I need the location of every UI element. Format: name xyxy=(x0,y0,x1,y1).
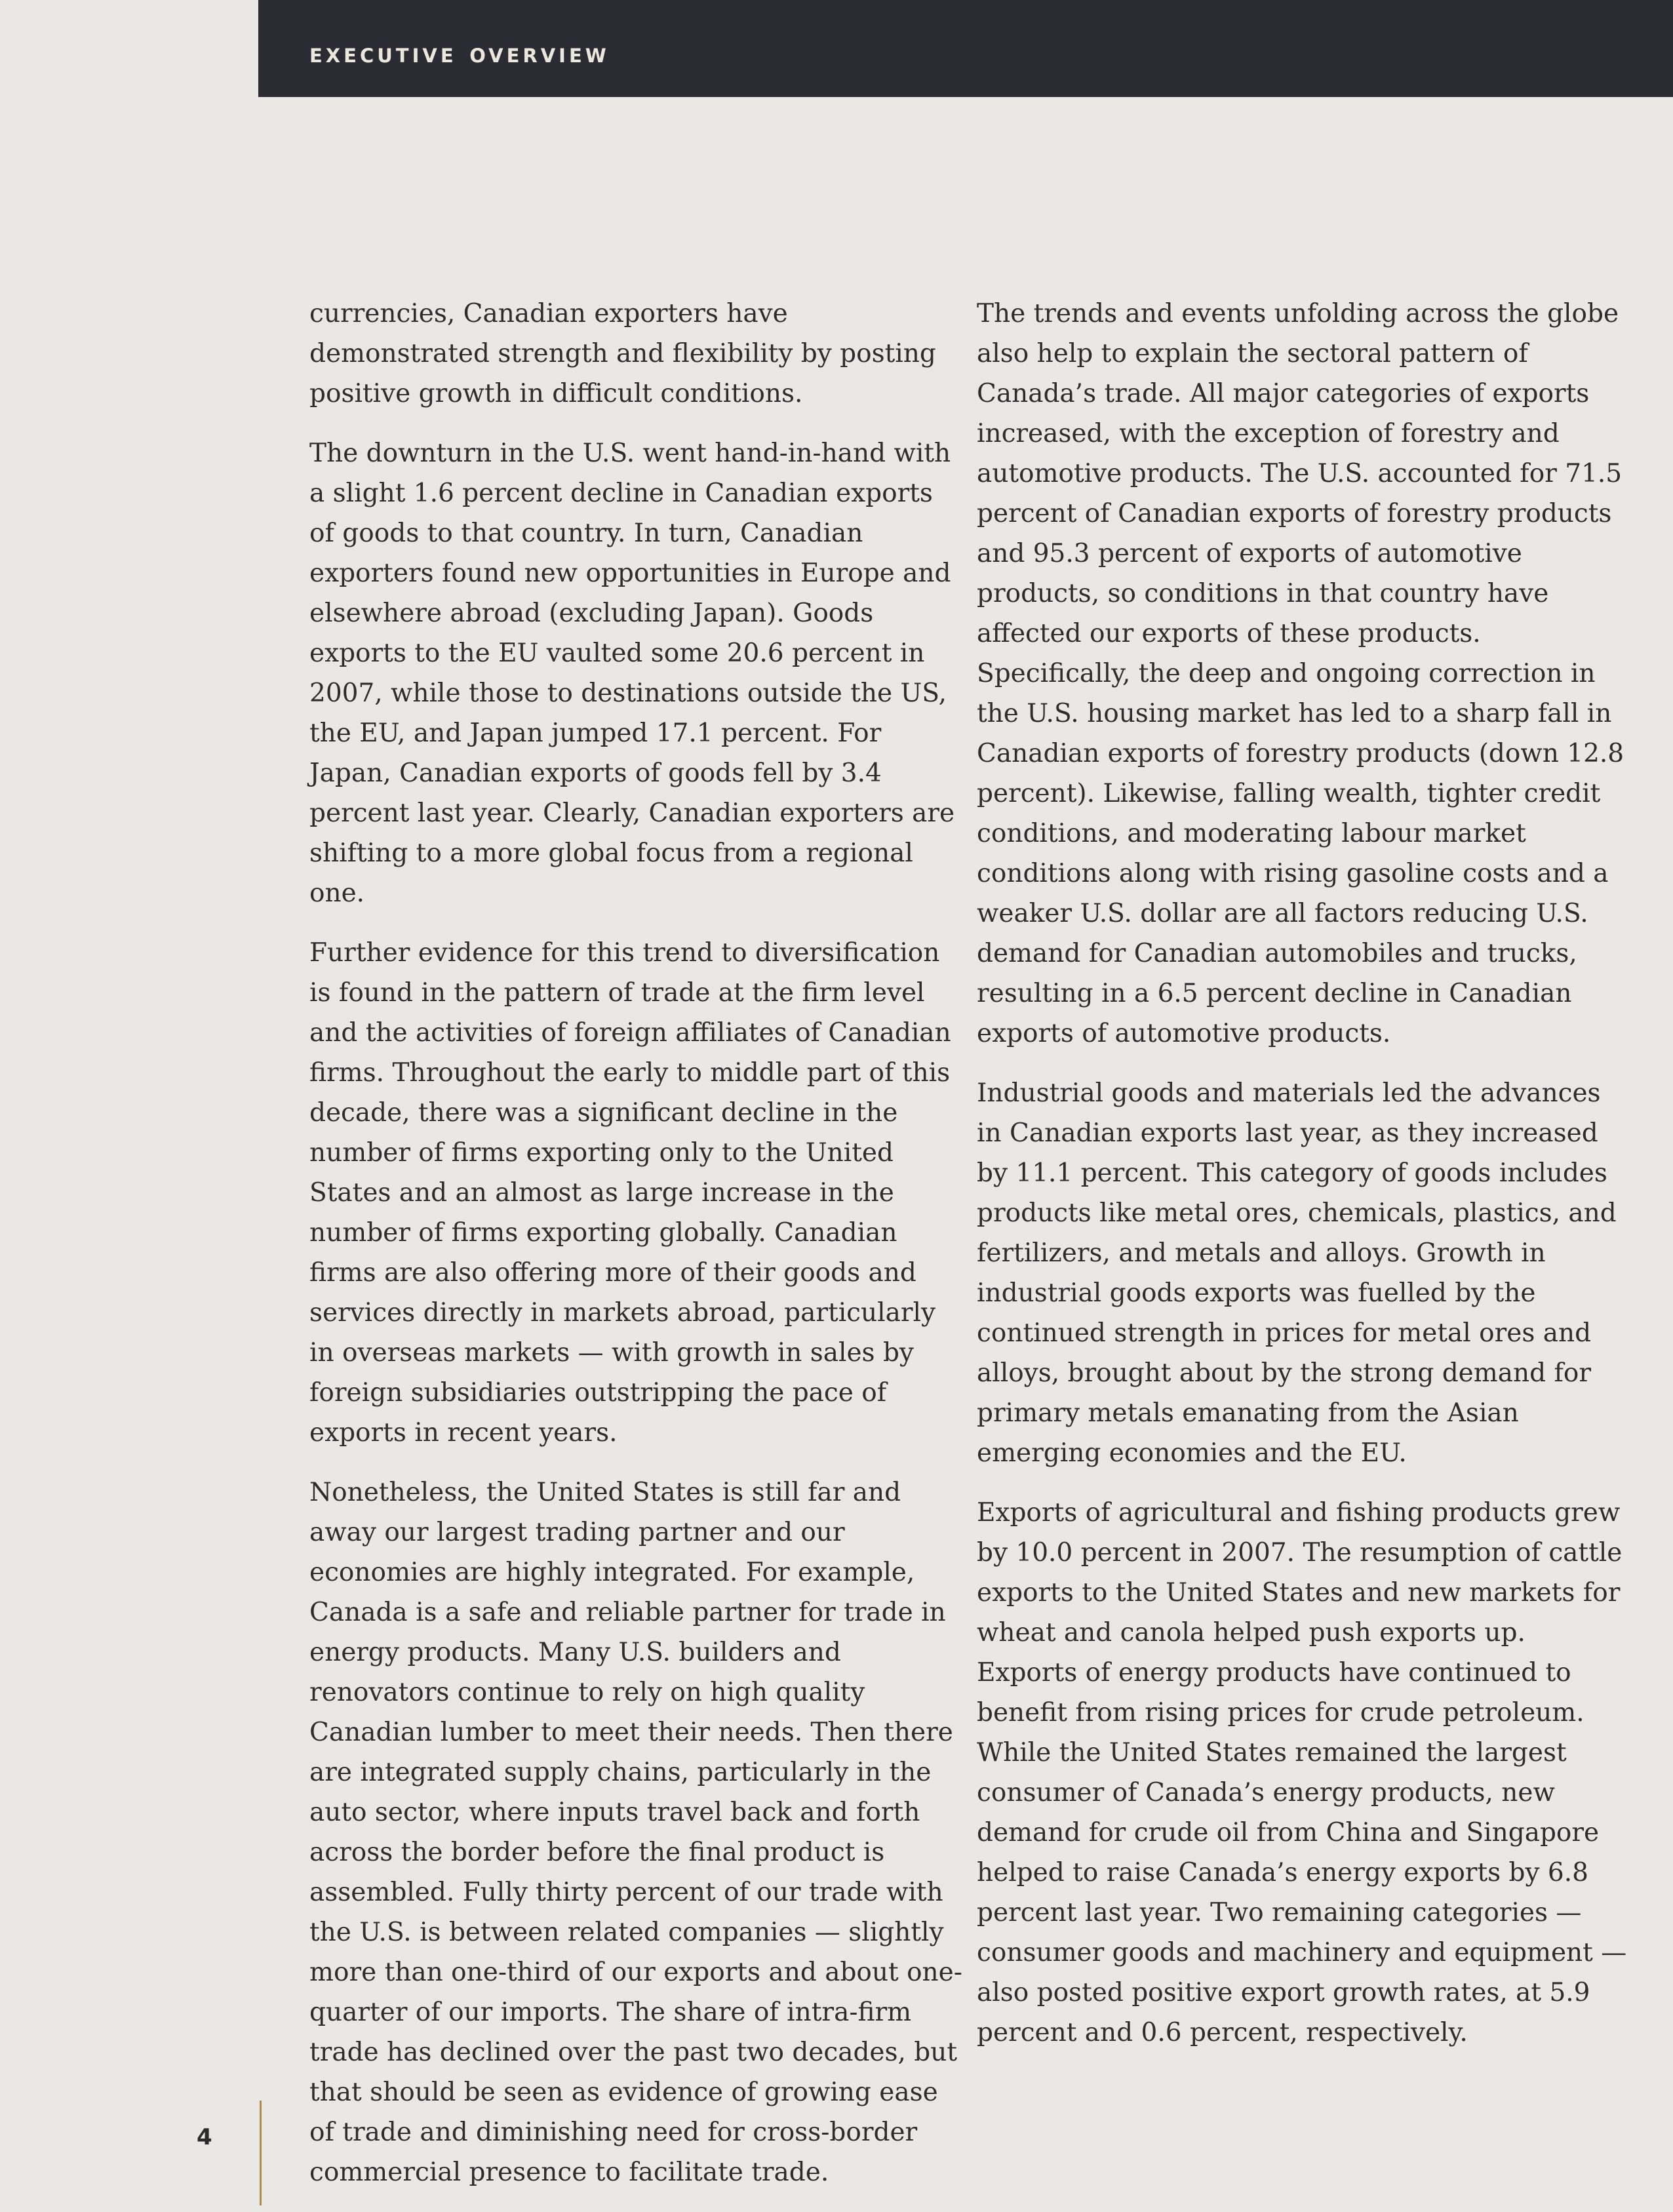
paragraph: The downturn in the U.S. went hand-in-hand with a slight 1.6 percent decline in Canadian exports of goods to that country. In turn, Canadian exporters found new opportunities in Europe and elsewhere abroad (excluding Japan). Goods exports to the EU vaulted some 20.6 percent in 2007, while those to destinations outside the US, the EU, and Japan jumped 17.1 percent. For Japan, Canadian exports of goods fell by 3.4 percent last year. Clearly, Canadian exporters are shifting to a more global focus from a regional one. xyxy=(309,439,955,908)
section-title: executive overview xyxy=(309,37,610,69)
paragraph: Nonetheless, the United States is still far and away our largest trading partner and our economies are highly integrated. For example, Canada is a safe and reliable partner for trade in energy products. Many U.S. builders and renovators continue to rely on high quality Canadian lumber to meet their needs. Then there are integrated supply chains, particularly in the auto sector, where inputs travel back and forth across the border before the final product is assembled. Fully thirty percent of our trade with the U.S. is between related companies — slightly more than one-third of our exports and about one-quarter of our imports. The share of intra-firm trade has declined over the past two decades, but that should be seen as evidence of growing ease of trade and diminishing need for cross-border commercial presence to facilitate trade. xyxy=(309,1478,962,2187)
right-text-column xyxy=(977,294,1632,2072)
paragraph: The trends and events unfolding across the globe also help to explain the sectoral pattern of Canada’s trade. All major categories of exports increased, with the exception of forestry and automotive products. The U.S. accounted for 71.5 percent of Canadian exports of forestry products and 95.3 percent of exports of automotive products, so conditions in that country have affected our exports of these products. Specifically, the deep and ongoing correction in the U.S. housing market has led to a sharp fall in Canadian exports of forestry products (down 12.8 percent). Likewise, falling wealth, tighter credit conditions, and moderating labour market conditions along with rising gasoline costs and a weaker U.S. dollar are all factors reducing U.S. demand for Canadian automobiles and trucks, resulting in a 6.5 percent decline in Canadian exports of automotive products. xyxy=(977,299,1624,1048)
paragraph: Industrial goods and materials led the advances in Canadian exports last year, as they increased by 11.1 percent. This category of goods includes products like metal ores, chemicals, plastics, and fertilizers, and metals and alloys. Growth in industrial goods exports was fuelled by the continued strength in prices for metal ores and alloys, brought about by the strong demand for primary metals emanating from the Asian emerging economies and the EU. xyxy=(977,1078,1617,1468)
paragraph: Further evidence for this trend to diversification is found in the pattern of trade at the firm level and the activities of foreign affiliates of Canadian firms. Throughout the early to middle part of this decade, there was a significant decline in the number of firms exporting only to the United States and an almost as large increase in the number of firms exporting globally. Canadian firms are also offering more of their goods and services directly in markets abroad, particularly in overseas markets — with growth in sales by foreign subsidiaries outstripping the pace of exports in recent years. xyxy=(309,938,951,1448)
header-bar xyxy=(258,0,1673,97)
folio-rule xyxy=(260,2101,262,2205)
page-number: 4 xyxy=(197,2124,212,2150)
left-text-column xyxy=(309,294,965,2212)
paragraph: currencies, Canadian exporters have demonstrated strength and flexibility by posting positive growth in difficult conditions. xyxy=(309,299,936,408)
paragraph: Exports of agricultural and fishing products grew by 10.0 percent in 2007. The resumption of cattle exports to the United States and new markets for wheat and canola helped push exports up. Exports of energy products have continued to benefit from rising prices for crude petroleum. While the United States remained the largest consumer of Canada’s energy products, new demand for crude oil from China and Singapore helped to raise Canada’s energy exports by 6.8 percent last year. Two remaining categories — consumer goods and machinery and equipment — also posted positive export growth rates, at 5.9 percent and 0.6 percent, respectively. xyxy=(977,1498,1627,2047)
